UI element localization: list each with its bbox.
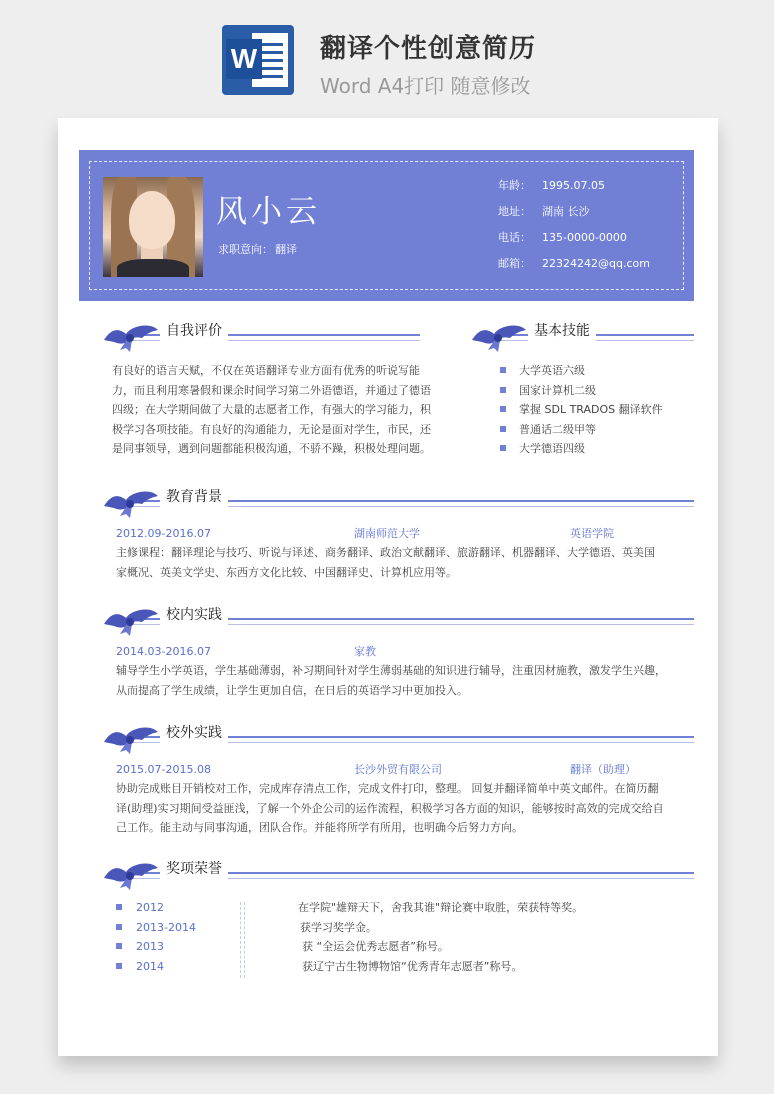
- word-icon: [222, 25, 294, 95]
- offcampus-period: 2015.07-2015.08: [116, 763, 211, 776]
- profile-photo: [103, 177, 203, 277]
- skill-text: 大学英语六级: [519, 364, 585, 377]
- self-eval-line: 有良好的语言天赋，不仅在英语翻译专业方面有优秀的听说写能: [112, 364, 420, 377]
- square-bullet-icon: [116, 904, 122, 910]
- info-label: 电话：: [498, 231, 531, 244]
- self-eval-line: 极学习各项技能。有良好的沟通能力，无论是面对学生，市民，还: [112, 422, 431, 436]
- square-bullet-icon: [116, 963, 122, 969]
- info-label: 年龄：: [498, 179, 531, 192]
- education-period: 2012.09-2016.07: [116, 527, 211, 540]
- campus-text: [116, 661, 706, 700]
- list-item: [116, 898, 196, 918]
- offcampus-company: 长沙外贸有限公司: [354, 763, 442, 776]
- award-year: 2014: [136, 959, 164, 973]
- list-item: [500, 420, 663, 440]
- section-skills: [468, 316, 694, 356]
- list-item: [500, 361, 663, 381]
- list-item: [116, 937, 196, 957]
- self-eval-line: 是同事领导，遇到问题都能积极沟通，不骄不躁，积极处理问题。: [112, 442, 431, 455]
- education-line: 家概况、英美文学史、东西方文化比较、中国翻译史、计算机应用等。: [116, 565, 457, 579]
- job-intent: [216, 241, 297, 257]
- info-value: 1995.07.05: [542, 179, 605, 192]
- campus-line: 从而提高了学生成绩，让学生更加自信，在日后的英语学习中更加投入。: [116, 683, 468, 697]
- list-item: [500, 439, 663, 459]
- campus-period: 2014.03-2016.07: [116, 645, 211, 658]
- info-address: [498, 205, 650, 231]
- skill-text: 掌握 SDL TRADOS 翻译软件: [519, 403, 663, 416]
- skill-text: 国家计算机二级: [519, 383, 596, 397]
- education-line: 主修课程：翻译理论与技巧、听说与译述、商务翻译、政治文献翻译、旅游翻译、机器翻译、大学德语、英美国: [116, 546, 655, 559]
- section-title: 校内实践: [160, 605, 228, 625]
- education-school: 湖南师范大学: [354, 527, 420, 540]
- dashed-divider: [244, 902, 245, 978]
- campus-role: 家教: [354, 645, 376, 658]
- offcampus-text: [116, 779, 706, 838]
- award-year: 2013-2014: [136, 920, 196, 934]
- square-bullet-icon: [500, 445, 506, 451]
- ribbon-bow-icon: [100, 318, 162, 352]
- dashed-divider: [240, 902, 241, 978]
- info-value: 135-0000-0000: [542, 231, 627, 244]
- square-bullet-icon: [500, 406, 506, 412]
- list-item: [500, 381, 663, 401]
- info-age: [498, 179, 650, 205]
- education-major: 英语学院: [570, 527, 614, 540]
- section-title: 自我评价: [160, 321, 228, 341]
- offcampus-line: 译(助理)实习期间受益匪浅，了解一个外企公司的运作流程，积极学习各方面的知识，能够按时高效的完成交给自: [116, 801, 664, 815]
- self-eval-line: 四级；在大学期间做了大量的志愿者工作，有强大的学习能力，积: [112, 403, 431, 416]
- skill-text: 普通话二级甲等: [519, 422, 596, 436]
- info-label: 地址：: [498, 205, 531, 218]
- section-campus: [100, 600, 694, 640]
- word-letter: W: [226, 39, 262, 79]
- award-text: 获辽宁古生物博物馆“优秀青年志愿者”称号。: [302, 959, 523, 973]
- info-value: 22324242@qq.com: [542, 257, 650, 270]
- job-intent-label: 求职意向：: [218, 243, 273, 256]
- awards-years: [116, 898, 196, 976]
- square-bullet-icon: [500, 367, 506, 373]
- award-text: 在学院"雄辩天下，舍我其谁"辩论赛中取胜，荣获特等奖。: [298, 901, 584, 914]
- section-awards: [100, 854, 694, 894]
- award-year: 2012: [136, 901, 164, 914]
- square-bullet-icon: [500, 426, 506, 432]
- ribbon-bow-icon: [468, 318, 530, 352]
- section-title: 基本技能: [528, 321, 596, 341]
- self-eval-line: 力，而且利用寒暑假和课余时间学习第二外语德语，并通过了德语: [112, 383, 431, 397]
- award-text: 获学习奖学金。: [300, 920, 377, 934]
- offcampus-line: 协助完成账目开销校对工作，完成库存清点工作，完成文件打印，整理。 回复并翻译简单中英文邮件。在简历翻: [116, 782, 659, 795]
- square-bullet-icon: [116, 943, 122, 949]
- section-self-eval: [100, 316, 420, 356]
- ribbon-bow-icon: [100, 856, 162, 890]
- candidate-name: 风小云: [216, 194, 321, 230]
- section-education: [100, 482, 694, 522]
- self-eval-text: [112, 361, 442, 459]
- banner-subtitle: Word A4打印 随意修改: [320, 74, 531, 98]
- list-item: [500, 400, 663, 420]
- education-text: [116, 543, 706, 582]
- offcampus-role: 翻译（助理）: [570, 763, 636, 776]
- info-email: [498, 257, 650, 283]
- info-value: 湖南 长沙: [542, 205, 590, 218]
- square-bullet-icon: [116, 924, 122, 930]
- list-item: [116, 957, 196, 977]
- job-intent-value: 翻译: [275, 243, 297, 256]
- contact-info: [498, 179, 650, 283]
- ribbon-bow-icon: [100, 602, 162, 636]
- profile-header: [79, 150, 694, 301]
- award-year: 2013: [136, 940, 164, 953]
- offcampus-line: 己工作。能主动与同事沟通，团队合作。并能将所学有所用，也明确今后努力方向。: [116, 821, 523, 834]
- award-text: 获 “全运会优秀志愿者”称号。: [302, 940, 449, 953]
- campus-line: 辅导学生小学英语，学生基础薄弱，补习期间针对学生薄弱基础的知识进行辅导，注重因材施教，激发学生兴趣，: [116, 664, 666, 677]
- square-bullet-icon: [500, 387, 506, 393]
- ribbon-bow-icon: [100, 720, 162, 754]
- info-phone: [498, 231, 650, 257]
- section-offcampus: [100, 718, 694, 758]
- top-banner: [0, 0, 774, 118]
- banner-title: 翻译个性创意简历: [320, 34, 537, 64]
- awards-texts: [298, 898, 583, 976]
- skill-text: 大学德语四级: [519, 442, 585, 455]
- info-label: 邮箱：: [498, 257, 531, 270]
- resume-page: [58, 118, 718, 1056]
- section-title: 校外实践: [160, 723, 228, 743]
- skills-list: [500, 361, 663, 459]
- ribbon-bow-icon: [100, 484, 162, 518]
- section-title: 奖项荣誉: [160, 859, 228, 879]
- list-item: [116, 918, 196, 938]
- section-title: 教育背景: [160, 487, 228, 507]
